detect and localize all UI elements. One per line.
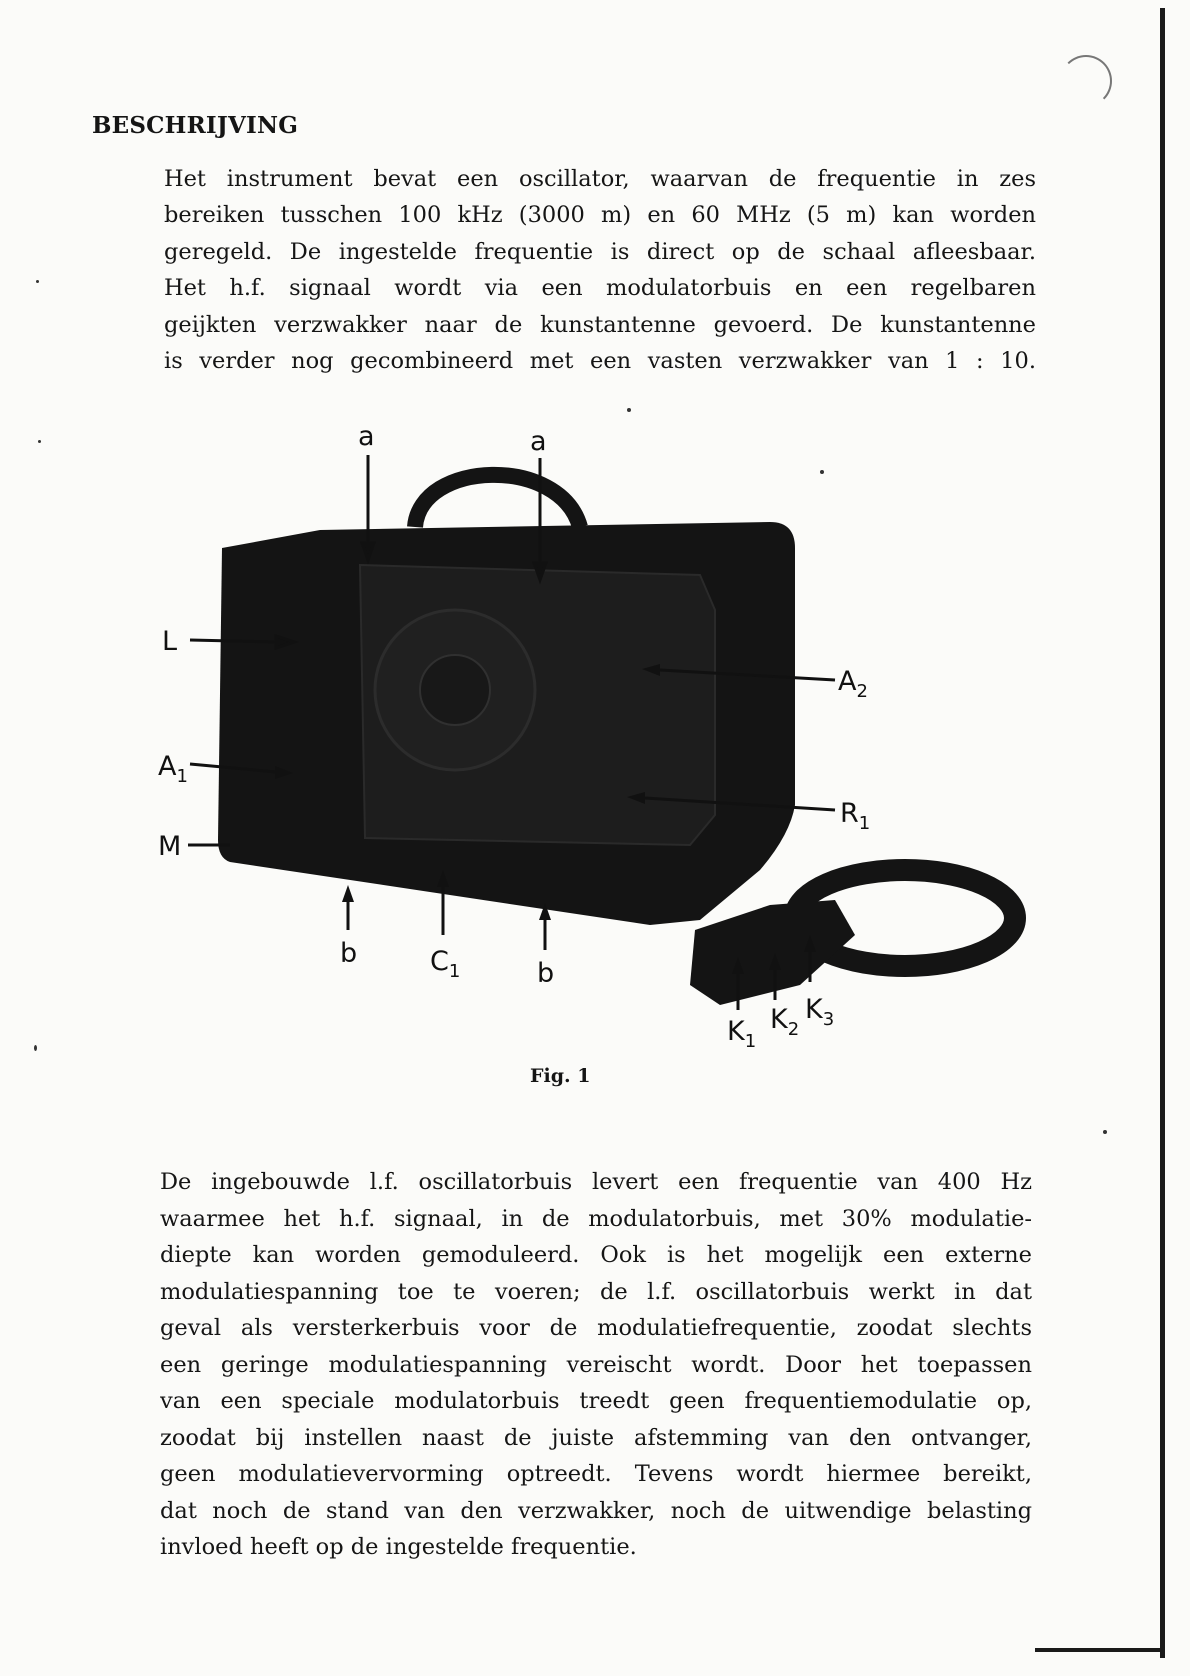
paragraph-modulation-line: geen modulatievervorming optreedt. Tevens wordt hiermee bereikt, <box>160 1461 1032 1487</box>
arrow-b-left <box>342 885 354 930</box>
paragraph-modulation-line: invloed heeft op de ingestelde frequentie. <box>160 1534 637 1560</box>
label-a1-main: A <box>158 751 177 782</box>
label-a-right: a <box>530 426 547 457</box>
label-k1 <box>727 1016 756 1052</box>
label-m: M <box>158 831 182 862</box>
scan-speck <box>1103 1130 1107 1134</box>
scan-speck <box>38 440 41 443</box>
binding-edge <box>1158 8 1168 1658</box>
paragraph-modulation-line: De ingebouwde l.f. oscillatorbuis levert een frequentie van 400 Hz <box>160 1169 1032 1195</box>
scan-speck <box>627 408 631 412</box>
paragraph-intro-line: is verder nog gecombineerd met een vasten verzwakker van 1 : 10. <box>164 347 1036 374</box>
paragraph-modulation-line: diepte kan worden gemoduleerd. Ook is het mogelijk een externe <box>160 1242 1032 1268</box>
label-a1 <box>158 751 188 787</box>
paragraph-intro-line: bereiken tusschen 100 kHz (3000 m) en 60 MHz (5 m) kan worden <box>164 202 1036 229</box>
paragraph-modulation-line: een geringe modulatiespanning vereischt wordt. Door het toepassen <box>160 1351 1032 1378</box>
label-k2-main: K <box>770 1004 788 1035</box>
label-a2-sub: 2 <box>856 681 868 702</box>
label-r1-main: R <box>840 798 859 829</box>
label-a-left: a <box>358 421 375 452</box>
paragraph-modulation-line: dat noch de stand van den verzwakker, noch de uitwendige belasting <box>160 1497 1032 1524</box>
paragraph-modulation <box>160 1164 1032 1566</box>
label-c1-sub: 1 <box>448 961 461 982</box>
label-b-right: b <box>537 958 555 989</box>
label-k2 <box>770 1004 799 1040</box>
section-heading: BESCHRIJVING <box>92 112 299 139</box>
bottom-edge-line <box>1035 1648 1165 1652</box>
label-a1-sub: 1 <box>176 766 188 787</box>
paragraph-intro-line: Het instrument bevat een oscillator, waarvan de frequentie in zes <box>164 166 1036 192</box>
label-c1-main: C <box>430 946 449 977</box>
label-k3-sub: 3 <box>822 1009 835 1030</box>
paragraph-modulation-line: modulatiespanning toe te voeren; de l.f. oscillatorbuis werkt in dat <box>160 1278 1032 1305</box>
label-r1-sub: 1 <box>858 813 871 834</box>
paragraph-intro-line: geijkten verzwakker naar de kunstantenne gevoerd. De kunstantenne <box>164 311 1036 338</box>
scan-speck <box>36 280 39 283</box>
arrow-b-right <box>539 903 551 950</box>
label-a2 <box>838 666 868 702</box>
label-l: L <box>162 626 178 657</box>
label-r1 <box>840 798 870 834</box>
label-c1 <box>430 946 460 982</box>
dial-knob <box>420 655 490 725</box>
label-k3-main: K <box>805 994 823 1025</box>
label-k1-sub: 1 <box>744 1031 757 1052</box>
scan-speck <box>820 470 824 474</box>
label-k2-sub: 2 <box>787 1019 800 1040</box>
handle-drawing <box>415 475 580 527</box>
label-k3 <box>805 994 834 1030</box>
paragraph-intro-line: Het h.f. signaal wordt via een modulatorbuis en een regelbaren <box>164 275 1036 302</box>
figure-caption: Fig. 1 <box>530 1065 591 1087</box>
label-k1-main: K <box>727 1016 745 1047</box>
label-b-left: b <box>340 938 358 969</box>
label-a2-main: A <box>838 666 857 697</box>
paragraph-intro <box>164 161 1036 379</box>
paragraph-modulation-line: zoodat bij instellen naast de juiste afstemming van den ontvanger, <box>160 1424 1032 1451</box>
arrow-a-left <box>362 455 374 560</box>
instrument-figure <box>150 410 1050 1070</box>
paragraph-modulation-line: waarmee het h.f. signaal, in de modulatorbuis, met 30% modulatie- <box>160 1205 1032 1232</box>
paragraph-modulation-line: van een speciale modulatorbuis treedt geen frequentiemodulatie op, <box>160 1388 1032 1414</box>
connector-block <box>690 900 855 1005</box>
scan-speck <box>34 1045 37 1051</box>
paragraph-modulation-line: geval als versterkerbuis voor de modulatiefrequentie, zoodat slechts <box>160 1315 1032 1341</box>
paragraph-intro-line: geregeld. De ingestelde frequentie is direct op de schaal afleesbaar. <box>164 238 1036 265</box>
page-corner-mark <box>1060 55 1112 107</box>
